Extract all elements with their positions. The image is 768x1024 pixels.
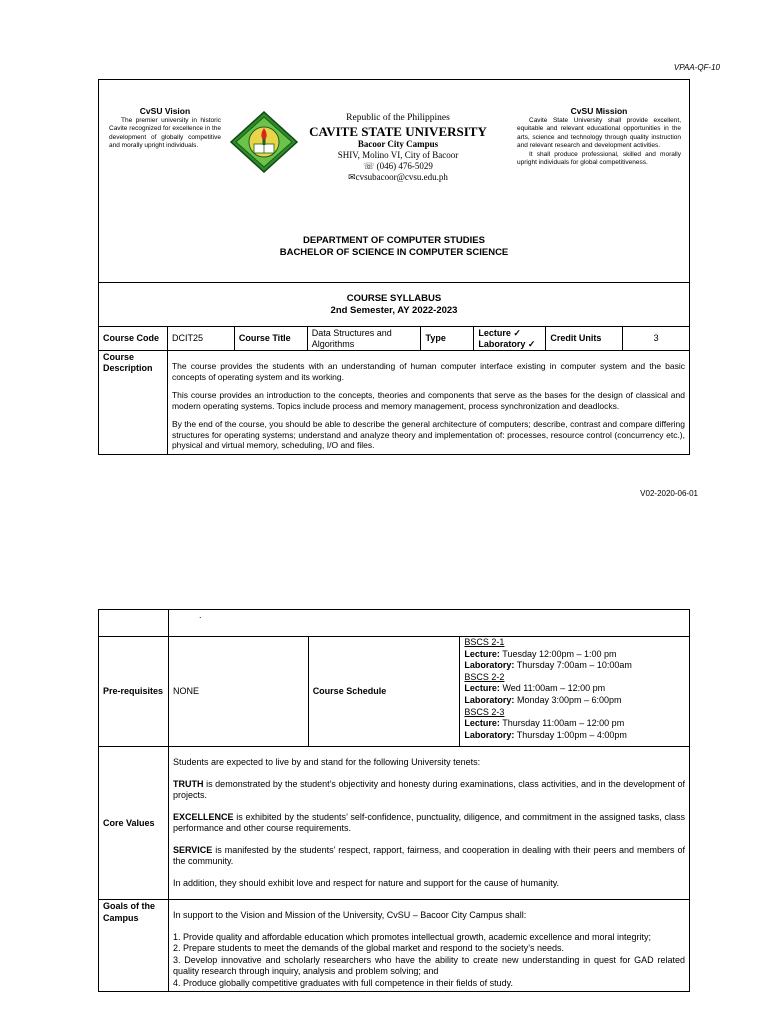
course-code: DCIT25 xyxy=(167,327,234,351)
syllabus-title: COURSE SYLLABUS xyxy=(346,293,442,304)
university-info xyxy=(309,113,487,183)
campus-address: SHIV, Molino VI, City of Bacoor xyxy=(337,150,459,160)
section-lecture: Lecture: Wed 11:00am – 12:00 pm xyxy=(464,683,606,694)
type-lecture-label: Lecture xyxy=(478,328,511,338)
course-description xyxy=(167,351,689,455)
program-name: BACHELOR OF SCIENCE IN COMPUTER SCIENCE xyxy=(279,247,509,258)
course-details-table xyxy=(98,609,690,992)
section-name: BSCS 2-1 xyxy=(464,637,505,647)
campus-email xyxy=(309,172,487,183)
type-laboratory-label: Laboratory xyxy=(478,338,526,349)
core-service: SERVICE is manifested by the students’ respect, rapport, fairness, and cooperation in dealing with their peers and members of the community. xyxy=(172,844,685,867)
description-paragraph: The course provides the students with an understanding of human computer interface existing in computer system and the basic concepts of operating system and its working. xyxy=(171,361,685,382)
campus-name: Bacoor City Campus xyxy=(357,139,439,149)
mission-block xyxy=(517,106,681,167)
email-icon: ✉ xyxy=(348,172,356,182)
goal-item: 4. Produce globally competitive graduates with full competence in their fields of study. xyxy=(172,977,513,988)
top-dot: . xyxy=(168,610,689,637)
mission-text-2: It shall produce professional, skilled and morally upright individuals for global competitiveness. xyxy=(517,150,681,167)
credit-units: 3 xyxy=(623,327,690,351)
course-info-table xyxy=(98,326,690,455)
prerequisites-label: Pre-requisites xyxy=(99,637,169,747)
core-values xyxy=(168,747,689,900)
course-type-label: Type xyxy=(421,327,474,351)
syllabus-semester: 2nd Semester, AY 2022-2023 xyxy=(330,305,458,316)
phone-number: (046) 476-5029 xyxy=(376,161,433,171)
course-info-row xyxy=(99,327,690,351)
course-code-label: Course Code xyxy=(99,327,168,351)
course-title-label: Course Title xyxy=(234,327,307,351)
vision-text: The premier university in historic Cavite recognized for excellence in the development of globally competitive and morally upright individuals. xyxy=(109,117,221,150)
vision-title: CvSU Vision xyxy=(139,106,191,116)
core-closing: In addition, they should exhibit love and respect for nature and support for the cause of humanity. xyxy=(172,877,560,888)
campus-goals xyxy=(168,900,689,992)
empty-cell xyxy=(99,610,169,637)
goals-row xyxy=(99,900,690,992)
description-paragraph: This course provides an introduction to the concepts, theories and components that serve as the bases for the design of classical and modern operating systems. Topics include process and memory management, process synchronization and deadlocks. xyxy=(171,390,685,411)
goal-item: 2. Prepare students to meet the demands of the global market and respond to the society’s needs. xyxy=(172,943,565,954)
schedule-label: Course Schedule xyxy=(308,637,460,747)
university-seal-icon xyxy=(230,111,298,173)
syllabus-header xyxy=(98,79,690,283)
goals-intro: In support to the Vision and Mission of the University, CvSU – Bacoor City Campus shall: xyxy=(172,910,527,921)
version-code: V02-2020-06-01 xyxy=(640,489,698,498)
prerequisites-value: NONE xyxy=(168,637,308,747)
goal-item: 3. Develop innovative and scholarly researchers who have the ability to create new understanding in quest for GAD related quality research through inquiry, analysis and problem solving; and xyxy=(172,954,685,977)
course-schedule xyxy=(460,637,690,747)
goals-label: Goals of the Campus xyxy=(99,900,169,992)
course-type xyxy=(474,327,546,351)
university-name: CAVITE STATE UNIVERSITY xyxy=(309,124,487,139)
section-laboratory: Laboratory: Thursday 7:00am – 10:00am xyxy=(464,660,632,671)
email-address: cvsubacoor@cvsu.edu.ph xyxy=(355,172,448,182)
syllabus-title-block xyxy=(98,282,690,327)
goal-item: 1. Provide quality and affordable education which promotes intellectual growth, academic excellence and moral integrity; xyxy=(172,931,652,942)
department-name: DEPARTMENT OF COMPUTER STUDIES xyxy=(303,235,485,246)
checkmark-icon: ✓ xyxy=(513,328,521,338)
prerequisites-row xyxy=(99,637,690,747)
core-values-label: Core Values xyxy=(99,747,169,900)
phone-icon: ☏ xyxy=(363,161,377,171)
vision-block xyxy=(109,106,221,151)
republic-label: Republic of the Philippines xyxy=(346,113,450,123)
section-laboratory: Laboratory: Thursday 1:00pm – 4:00pm xyxy=(464,729,627,740)
section-name: BSCS 2-2 xyxy=(464,671,505,682)
section-lecture: Lecture: Thursday 11:00am – 12:00 pm xyxy=(464,718,625,729)
mission-title: CvSU Mission xyxy=(570,106,628,116)
core-intro: Students are expected to live by and stand for the following University tenets: xyxy=(172,757,481,768)
course-description-row xyxy=(99,351,690,455)
core-truth: TRUTH is demonstrated by the student’s objectivity and honesty during examinations, class activities, and in the development of projects. xyxy=(172,778,685,801)
type-lecture xyxy=(478,328,541,339)
section-lecture: Lecture: Tuesday 12:00pm – 1:00 pm xyxy=(464,648,617,659)
department-heading xyxy=(99,235,689,259)
mission-text-1: Cavite State University shall provide excellent, equitable and relevant educational opportunities in the arts, science and technology through quality instruction and relevant research and development activities. xyxy=(517,117,681,150)
course-description-label: Course Description xyxy=(99,351,168,455)
core-values-row xyxy=(99,747,690,900)
section-name: BSCS 2-3 xyxy=(464,706,505,717)
credit-units-label: Credit Units xyxy=(546,327,623,351)
form-code: VPAA-QF-10 xyxy=(673,63,720,72)
checkmark-icon: ✓ xyxy=(527,338,536,349)
top-row xyxy=(99,610,690,637)
type-laboratory xyxy=(478,339,541,350)
section-laboratory: Laboratory: Monday 3:00pm – 6:00pm xyxy=(464,694,622,705)
campus-phone xyxy=(309,161,487,172)
core-excellence: EXCELLENCE is exhibited by the students’ self-confidence, punctuality, diligence, and commitment in the assigned tasks, class performance and other course requirements. xyxy=(172,811,685,834)
description-paragraph: By the end of the course, you should be able to describe the general architecture of computers; describe, contrast and compare differing structures for operating systems; understand and analyze theory and implementation of: processes, resource control (concurrency etc.), physical and virtual memory, scheduling, I/O and files. xyxy=(171,419,685,450)
course-title: Data Structures and Algorithms xyxy=(307,327,421,351)
